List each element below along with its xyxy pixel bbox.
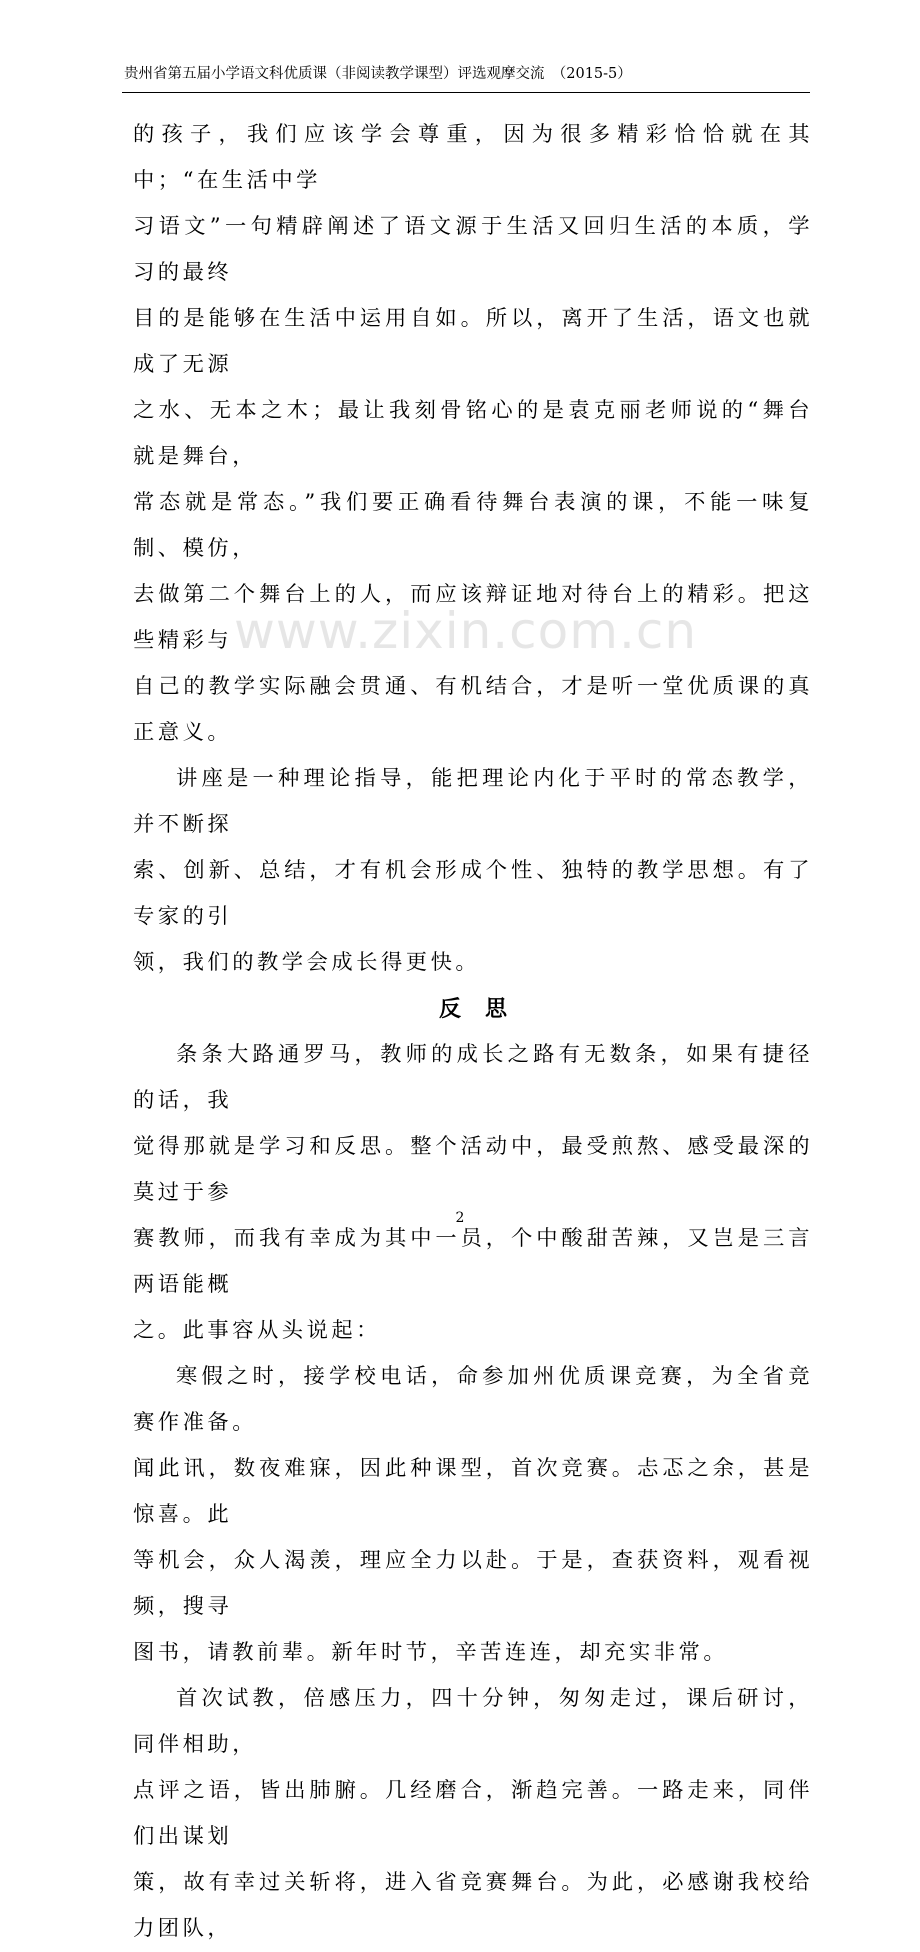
text-line: 索、创新、总结，才有机会形成个性、独特的教学思想。有了专家的引 [133,858,813,929]
document-body [133,112,813,1952]
text-line: 条条大路通罗马，教师的成长之路有无数条，如果有捷径的话，我 [133,1042,813,1113]
text-line: 点评之语，皆出肺腑。几经磨合，渐趋完善。一路走来，同伴们出谋划 [133,1778,813,1849]
section-title-text: 反思 [438,996,531,1022]
paragraph [133,112,813,756]
text-line: 赛教师，而我有幸成为其中一员，个中酸甜苦辣，又岂是三言两语能概 [133,1226,813,1297]
text-line: 等机会，众人渴羡，理应全力以赴。于是，查获资料，观看视频，搜寻 [133,1548,813,1619]
paragraph [133,756,813,986]
text-line: 习语文”一句精辟阐述了语文源于生活又回归生活的本质，学习的最终 [133,214,813,285]
text-line: 去做第二个舞台上的人，而应该辩证地对待台上的精彩。把这些精彩与 [133,582,813,653]
text-line: 常态就是常态。”我们要正确看待舞台表演的课，不能一味复制、模仿， [133,490,813,561]
text-line: 之水、无本之木；最让我刻骨铭心的是袁克丽老师说的“舞台就是舞台， [133,398,813,469]
text-line: 策，故有幸过关斩将，进入省竞赛舞台。为此，必感谢我校给力团队， [133,1870,813,1941]
paragraph [133,1032,813,1354]
text-line: 觉得那就是学习和反思。整个活动中，最受煎熬、感受最深的莫过于参 [133,1134,813,1205]
text-line: 目的是能够在生活中运用自如。所以，离开了生活，语文也就成了无源 [133,306,813,377]
text-line: 闻此讯，数夜难寐，因此种课型，首次竞赛。忐忑之余，甚是惊喜。此 [133,1456,813,1527]
text-line: 领，我们的教学会成长得更快。 [133,950,481,975]
text-line: 的孩子，我们应该学会尊重，因为很多精彩恰恰就在其中；“在生活中学 [133,122,813,193]
page-number: 2 [455,1210,465,1226]
paragraph [133,1676,813,1952]
text-line: 之。此事容从头说起： [133,1318,381,1343]
text-line: 自己的教学实际融会贯通、有机结合，才是听一堂优质课的真正意义。 [133,674,813,745]
text-line: 讲座是一种理论指导，能把理论内化于平时的常态教学，并不断探 [133,766,813,837]
section-title [133,986,813,1032]
paragraph [133,1354,813,1676]
header-rule [122,92,810,93]
text-line: 图书，请教前辈。新年时节，辛苦连连，却充实非常。 [133,1640,729,1665]
page-header: 贵州省第五届小学语文科优质课（非阅读教学课型）评选观摩交流 （2015-5） [124,66,632,82]
watermark: www.zixin.com.cn [234,602,698,660]
text-line: 首次试教，倍感压力，四十分钟，匆匆走过，课后研讨，同伴相助， [133,1686,813,1757]
text-line: 寒假之时，接学校电话，命参加州优质课竞赛，为全省竞赛作准备。 [133,1364,813,1435]
